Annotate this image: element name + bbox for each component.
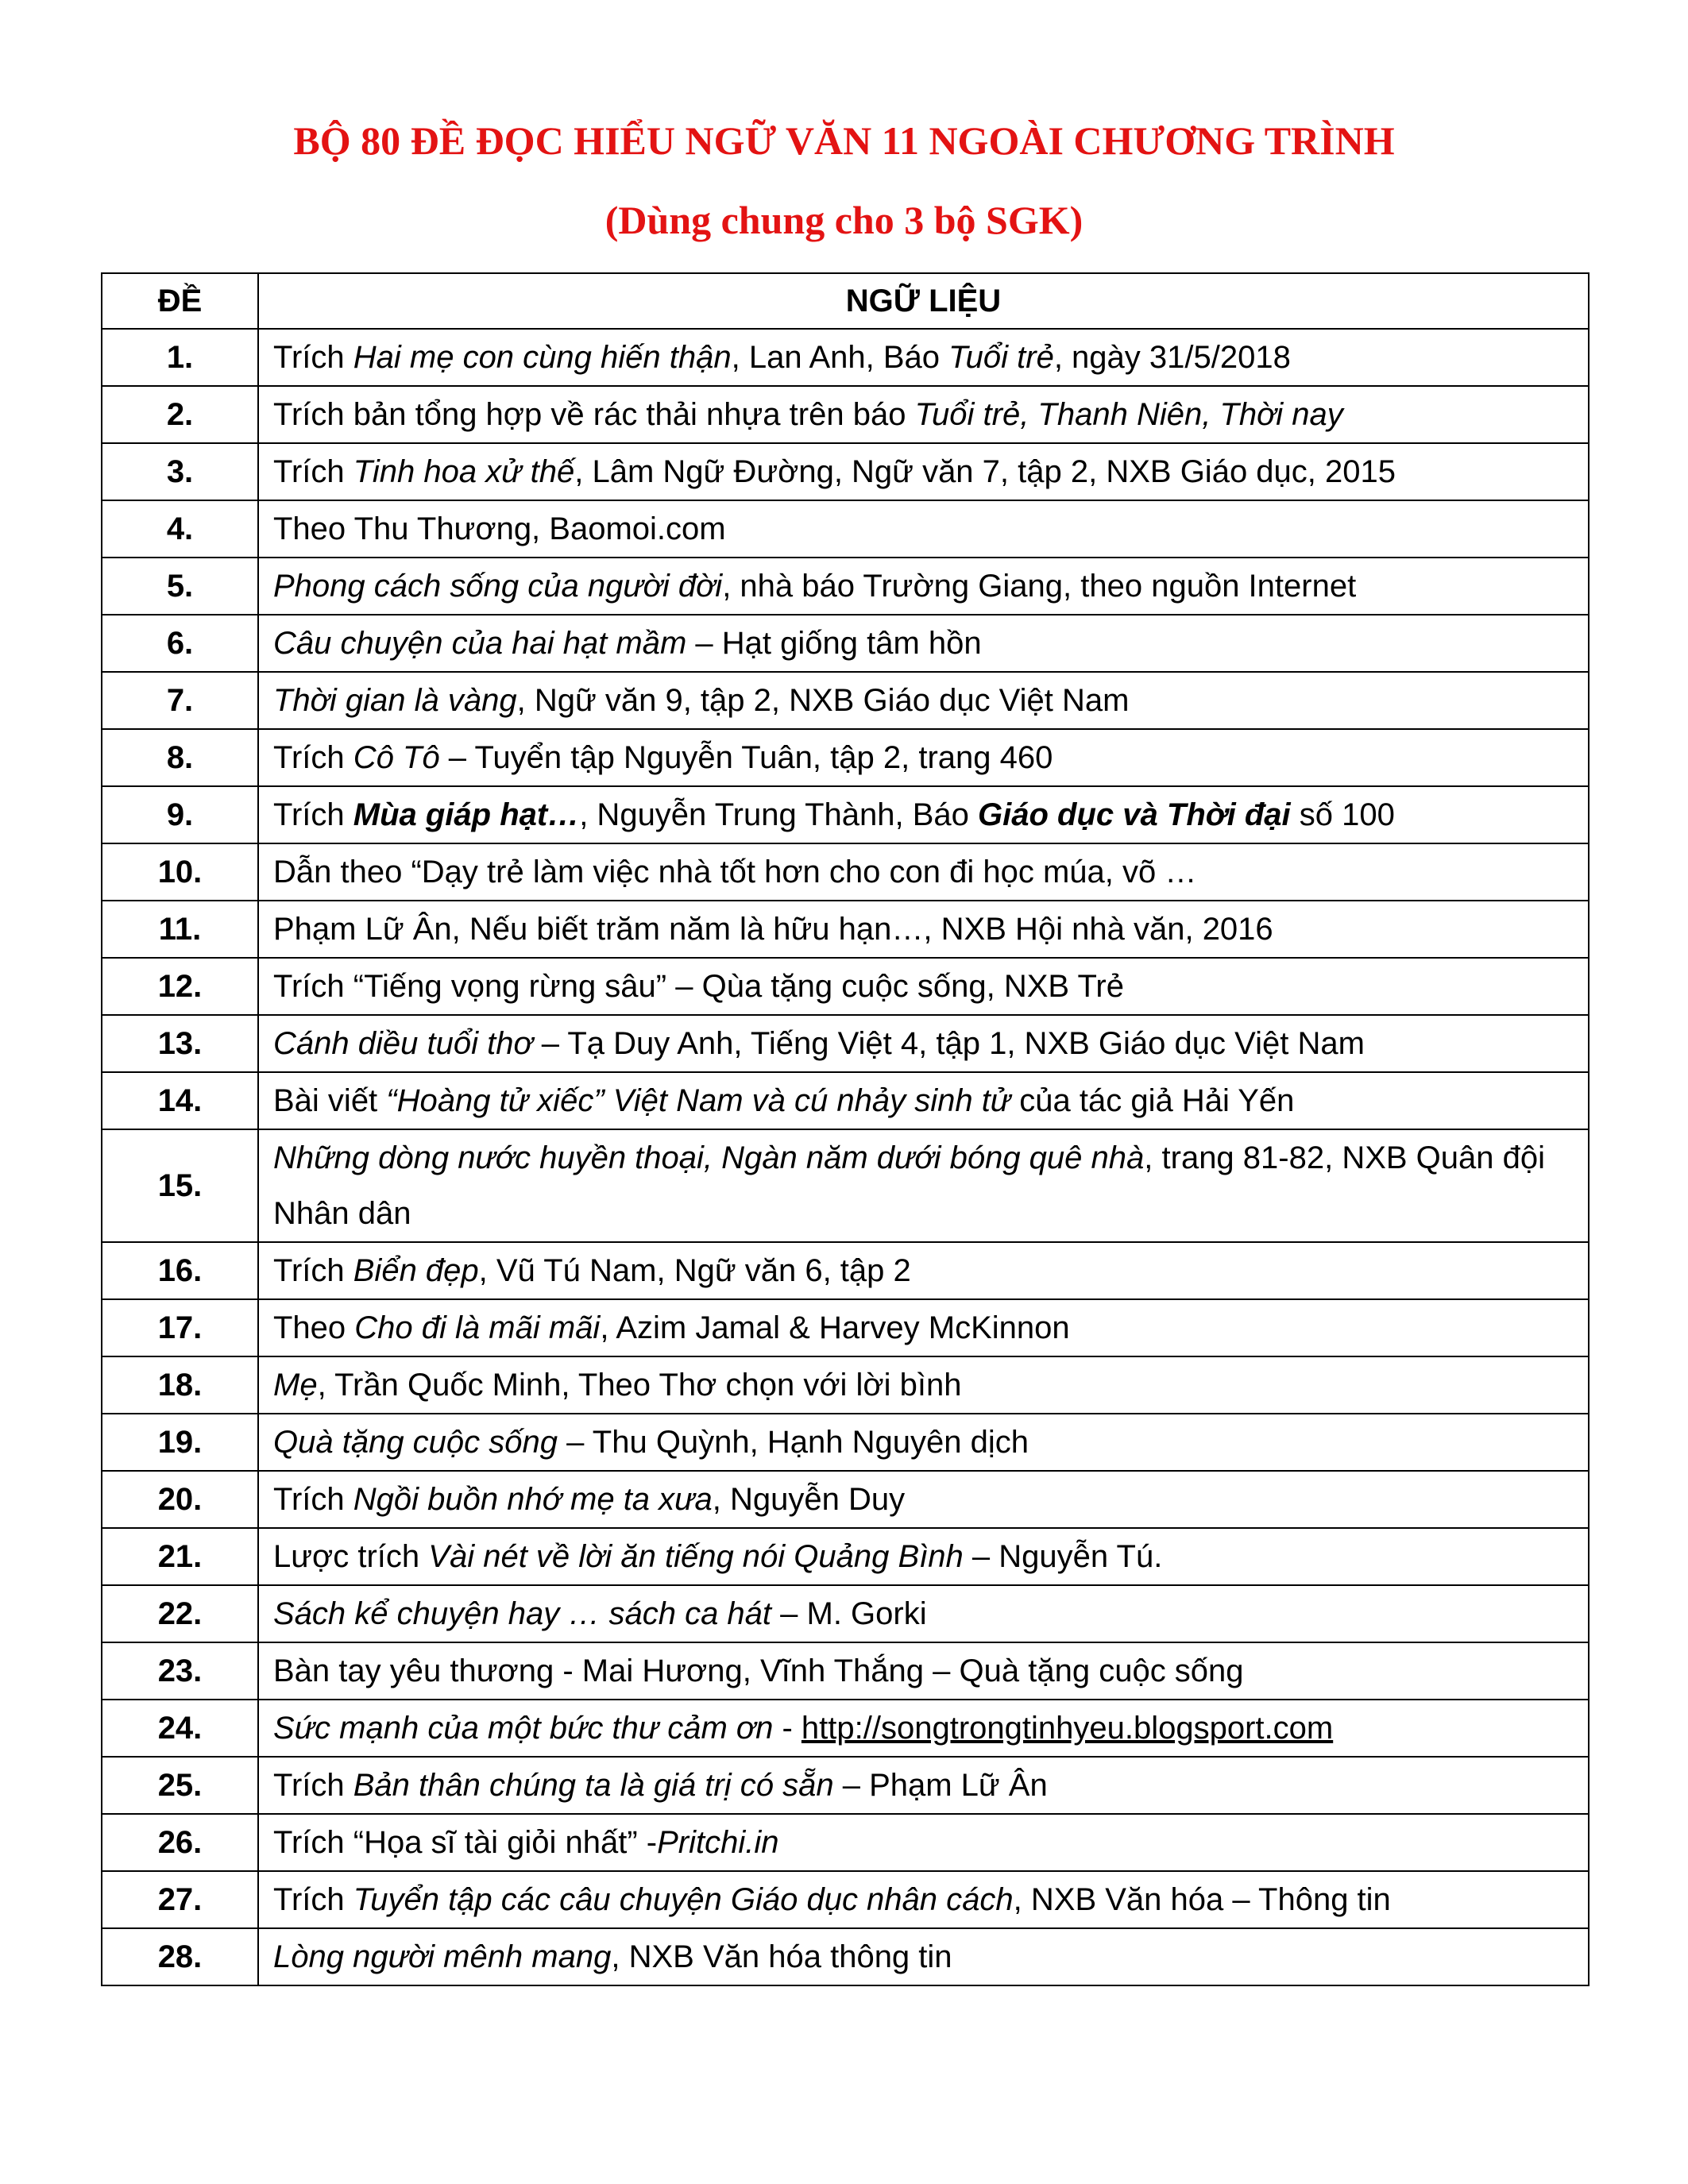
text-segment: – Hạt giống tâm hồn xyxy=(686,626,982,661)
table-row xyxy=(102,843,1589,901)
text-segment: Phạm Lữ Ân, Nếu biết trăm năm là hữu hạn…, NXB Hội nhà văn, 2016 xyxy=(273,912,1273,947)
row-number: 5. xyxy=(102,558,258,615)
table-row xyxy=(102,443,1589,500)
text-segment: – M. Gorki xyxy=(771,1596,927,1631)
text-segment: Sức mạnh của một bức thư cảm ơn xyxy=(273,1711,774,1746)
text-segment: , Trần Quốc Minh, Theo Thơ chọn với lời bình xyxy=(317,1368,962,1403)
text-segment: Lòng người mênh mang xyxy=(273,1939,612,1974)
text-segment: Trích xyxy=(273,454,353,489)
row-material xyxy=(258,786,1589,843)
text-segment: Lược trích xyxy=(273,1539,429,1574)
row-number: 20. xyxy=(102,1471,258,1528)
row-material xyxy=(258,1871,1589,1928)
text-segment: Biển đẹp xyxy=(353,1253,479,1288)
text-segment: Theo Thu Thương, Baomoi.com xyxy=(273,511,726,546)
row-number: 17. xyxy=(102,1299,258,1356)
table-row xyxy=(102,1072,1589,1129)
table-row xyxy=(102,1642,1589,1700)
table-row xyxy=(102,1814,1589,1871)
row-number: 9. xyxy=(102,786,258,843)
row-material xyxy=(258,672,1589,729)
row-number: 24. xyxy=(102,1700,258,1757)
table-row xyxy=(102,1928,1589,1985)
row-number: 6. xyxy=(102,615,258,672)
text-segment: Trích “Họa sĩ tài giỏi nhất” - xyxy=(273,1825,658,1860)
text-segment: Trích xyxy=(273,340,353,375)
text-segment: , trang 81-82, NXB Quân đội Nhân dân xyxy=(273,1140,1546,1231)
text-segment: “Hoàng tử xiếc” Việt Nam và cú nhảy sinh tử xyxy=(386,1083,1011,1118)
table-row xyxy=(102,786,1589,843)
text-segment: Sách kể chuyện hay … sách ca hát xyxy=(273,1596,772,1631)
text-segment: – Thu Quỳnh, Hạnh Nguyên dịch xyxy=(558,1425,1029,1460)
text-segment: Quà tặng cuộc sống xyxy=(273,1425,558,1460)
row-material xyxy=(258,1585,1589,1642)
text-segment: Theo xyxy=(273,1310,355,1345)
text-segment: Vài nét về lời ăn tiếng nói Quảng Bình xyxy=(428,1539,964,1574)
row-material xyxy=(258,1814,1589,1871)
table-header-row xyxy=(102,273,1589,329)
row-material xyxy=(258,901,1589,958)
row-number: 23. xyxy=(102,1642,258,1700)
table-row xyxy=(102,1414,1589,1471)
row-number: 10. xyxy=(102,843,258,901)
text-segment: , ngày 31/5/2018 xyxy=(1053,340,1291,375)
row-number: 13. xyxy=(102,1015,258,1072)
table-row xyxy=(102,1299,1589,1356)
text-segment: Cho đi là mãi mãi xyxy=(354,1310,601,1345)
row-number: 27. xyxy=(102,1871,258,1928)
text-segment: Mùa giáp hạt… xyxy=(353,797,580,832)
table-row xyxy=(102,729,1589,786)
text-segment: Bàn tay yêu thương - Mai Hương, Vĩnh Thắng – Quà tặng cuộc sống xyxy=(273,1653,1244,1688)
row-material xyxy=(258,1528,1589,1585)
table-body xyxy=(102,329,1589,1985)
row-material xyxy=(258,1642,1589,1700)
text-segment: , NXB Văn hóa thông tin xyxy=(611,1939,952,1974)
table-row xyxy=(102,901,1589,958)
text-segment: - xyxy=(773,1711,802,1746)
row-material xyxy=(258,1356,1589,1414)
table-row xyxy=(102,1242,1589,1299)
row-number: 21. xyxy=(102,1528,258,1585)
text-segment: , Nguyễn Duy xyxy=(712,1482,906,1517)
row-number: 16. xyxy=(102,1242,258,1299)
row-number: 15. xyxy=(102,1129,258,1242)
row-material xyxy=(258,1242,1589,1299)
row-material xyxy=(258,1414,1589,1471)
row-number: 11. xyxy=(102,901,258,958)
table-row xyxy=(102,1585,1589,1642)
table-row xyxy=(102,1356,1589,1414)
row-number: 3. xyxy=(102,443,258,500)
row-number: 19. xyxy=(102,1414,258,1471)
text-segment: Bản thân chúng ta là giá trị có sẵn xyxy=(353,1768,834,1803)
row-material xyxy=(258,1072,1589,1129)
document-subtitle: (Dùng chung cho 3 bộ SGK) xyxy=(605,198,1083,242)
table-row xyxy=(102,1015,1589,1072)
row-material xyxy=(258,329,1589,386)
text-segment: – Phạm Lữ Ân xyxy=(833,1768,1048,1803)
source-link[interactable]: http://songtrongtinhyeu.blogsport.com xyxy=(801,1711,1334,1746)
text-segment: Tuổi trẻ, Thanh Niên, Thời nay xyxy=(914,397,1343,432)
row-material xyxy=(258,1757,1589,1814)
text-segment: Trích xyxy=(273,1882,353,1917)
row-material xyxy=(258,1299,1589,1356)
row-material xyxy=(258,729,1589,786)
text-segment: – Tuyển tập Nguyễn Tuân, tập 2, trang 460 xyxy=(439,740,1053,775)
text-segment: Giáo dục và Thời đại xyxy=(978,797,1291,832)
row-material xyxy=(258,1700,1589,1757)
text-segment: Trích xyxy=(273,1253,353,1288)
text-segment: , Ngữ văn 9, tập 2, NXB Giáo dục Việt Nam xyxy=(516,683,1130,718)
row-number: 14. xyxy=(102,1072,258,1129)
table-row xyxy=(102,558,1589,615)
row-material xyxy=(258,1015,1589,1072)
text-segment: của tác giả Hải Yến xyxy=(1010,1083,1295,1118)
row-material xyxy=(258,1928,1589,1985)
text-segment: – Tạ Duy Anh, Tiếng Việt 4, tập 1, NXB Giáo dục Việt Nam xyxy=(532,1026,1365,1061)
document-title: BỘ 80 ĐỀ ĐỌC HIỂU NGỮ VĂN 11 NGOÀI CHƯƠNG TRÌNH xyxy=(293,118,1395,163)
text-segment: Trích xyxy=(273,740,353,775)
text-segment: – Nguyễn Tú. xyxy=(963,1539,1163,1574)
text-segment: Hai mẹ con cùng hiến thận xyxy=(353,340,732,375)
row-material xyxy=(258,958,1589,1015)
row-number: 8. xyxy=(102,729,258,786)
text-segment: , Nguyễn Trung Thành, Báo xyxy=(579,797,979,832)
text-segment: , Lan Anh, Báo xyxy=(731,340,949,375)
table-row xyxy=(102,1129,1589,1242)
row-number: 2. xyxy=(102,386,258,443)
row-material xyxy=(258,443,1589,500)
text-segment: Thời gian là vàng xyxy=(273,683,517,718)
row-material xyxy=(258,1471,1589,1528)
text-segment: Những dòng nước huyền thoại, Ngàn năm dưới bóng quê nhà xyxy=(273,1140,1145,1175)
text-segment: Tuổi trẻ xyxy=(948,340,1054,375)
header-ngu-lieu: NGỮ LIỆU xyxy=(258,273,1589,329)
text-segment: Bài viết xyxy=(273,1083,387,1118)
row-material xyxy=(258,386,1589,443)
table-row xyxy=(102,1757,1589,1814)
text-segment: Trích xyxy=(273,797,353,832)
text-segment: Ngồi buồn nhớ mẹ ta xưa xyxy=(353,1482,713,1517)
text-segment: , Vũ Tú Nam, Ngữ văn 6, tập 2 xyxy=(478,1253,911,1288)
row-number: 4. xyxy=(102,500,258,558)
table-row xyxy=(102,1471,1589,1528)
text-segment: Trích xyxy=(273,1482,353,1517)
table-row xyxy=(102,329,1589,386)
row-number: 28. xyxy=(102,1928,258,1985)
table-row xyxy=(102,1871,1589,1928)
text-segment: Câu chuyện của hai hạt mầm xyxy=(273,626,687,661)
text-segment: Trích “Tiếng vọng rừng sâu” – Qùa tặng cuộc sống, NXB Trẻ xyxy=(273,969,1124,1004)
row-material xyxy=(258,1129,1589,1242)
row-number: 26. xyxy=(102,1814,258,1871)
text-segment: , nhà báo Trường Giang, theo nguồn Internet xyxy=(722,569,1357,604)
text-segment: Dẫn theo “Dạy trẻ làm việc nhà tốt hơn cho con đi học múa, võ … xyxy=(273,855,1197,889)
text-segment: , Lâm Ngữ Đường, Ngữ văn 7, tập 2, NXB Giáo dục, 2015 xyxy=(574,454,1396,489)
table-row xyxy=(102,1700,1589,1757)
table-row xyxy=(102,1528,1589,1585)
table-row xyxy=(102,672,1589,729)
text-segment: Phong cách sống của người đời xyxy=(273,569,723,604)
text-segment: Mẹ xyxy=(273,1368,318,1403)
table-row xyxy=(102,615,1589,672)
row-number: 25. xyxy=(102,1757,258,1814)
text-segment: Cánh diều tuổi thơ xyxy=(273,1026,533,1061)
materials-table xyxy=(101,272,1590,1986)
row-material xyxy=(258,558,1589,615)
row-material xyxy=(258,500,1589,558)
row-number: 7. xyxy=(102,672,258,729)
text-segment: số 100 xyxy=(1290,797,1395,832)
table-row xyxy=(102,500,1589,558)
table-row xyxy=(102,958,1589,1015)
table-row xyxy=(102,386,1589,443)
text-segment: Tuyển tập các câu chuyện Giáo dục nhân cách xyxy=(353,1882,1014,1917)
row-number: 22. xyxy=(102,1585,258,1642)
text-segment: Trích xyxy=(273,1768,353,1803)
row-number: 12. xyxy=(102,958,258,1015)
row-number: 18. xyxy=(102,1356,258,1414)
text-segment: Pritchi.in xyxy=(657,1825,779,1860)
row-material xyxy=(258,615,1589,672)
text-segment: , Azim Jamal & Harvey McKinnon xyxy=(600,1310,1070,1345)
text-segment: , NXB Văn hóa – Thông tin xyxy=(1013,1882,1391,1917)
text-segment: Cô Tô xyxy=(353,740,440,775)
text-segment: Trích bản tổng hợp về rác thải nhựa trên báo xyxy=(273,397,915,432)
text-segment: Tinh hoa xử thế xyxy=(353,454,575,489)
row-material xyxy=(258,843,1589,901)
row-number: 1. xyxy=(102,329,258,386)
header-de: ĐỀ xyxy=(102,273,258,329)
